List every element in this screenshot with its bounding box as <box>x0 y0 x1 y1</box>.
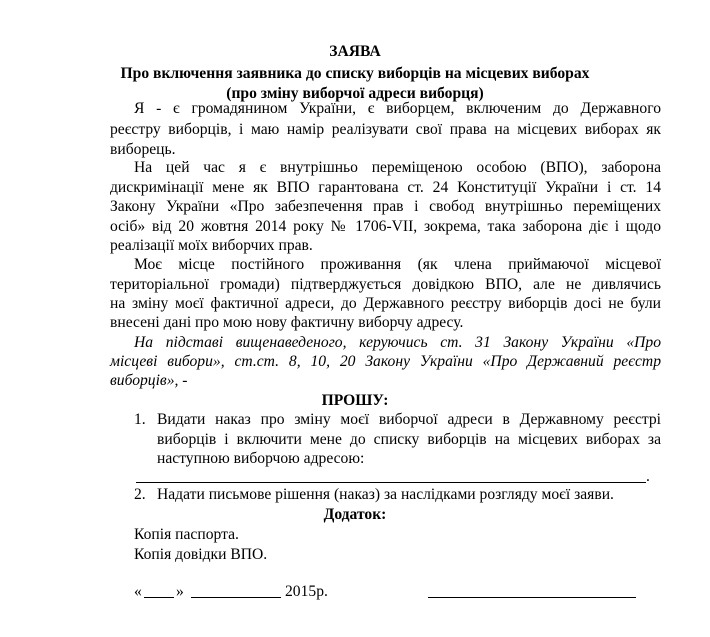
attachment-idp-certificate: Копія довідки ВПО. <box>134 546 268 563</box>
document-subtitle-line-1: Про включення заявника до списку виборців на місцевих виборах <box>120 65 590 82</box>
paragraph-3-line-1: Моє місце постійного проживання (як члена приймаючої місцевої <box>134 256 661 273</box>
address-blank-line[interactable] <box>136 482 646 483</box>
date-open-quote: « <box>134 583 142 600</box>
document-subtitle-line-2: (про зміну виборчої адреси виборця) <box>226 85 484 102</box>
document-title: ЗАЯВА <box>329 43 381 60</box>
request-item-2-line-1: Надати письмове рішення (наказ) за наслідками розгляду моєї заяви. <box>157 486 614 503</box>
attachment-passport: Копія паспорта. <box>134 526 239 543</box>
paragraph-1-line-3: виборець. <box>110 141 176 158</box>
address-blank-end: . <box>646 468 650 485</box>
paragraph-3-line-2: територіальної громади) підтверджується довідкою ВПО, але не дивлячись <box>110 276 661 293</box>
paragraph-3-line-3: на зміну моєї фактичної адреси, до Державного реєстру виборців досі не були <box>110 295 661 312</box>
paragraph-2-line-3: Закону України «Про забезпечення прав і свобод внутрішньо переміщених <box>110 198 661 215</box>
basis-line-3: виборців», - <box>110 372 188 389</box>
request-item-2-number: 2. <box>134 486 146 503</box>
request-item-1-number: 1. <box>134 411 146 428</box>
attachments-heading: Додаток: <box>323 506 387 523</box>
basis-line-1: На підставі вищенаведеного, керуючись ст. 31 Закону України «Про <box>134 334 661 351</box>
request-item-1-line-2: виборців і включити мене до списку виборців на місцевих виборах за <box>157 431 661 448</box>
paragraph-1-line-1: Я - є громадянином України, є виборцем, включеним до Державного <box>134 100 661 117</box>
paragraph-2-line-2: дискримінації мене як ВПО гарантована ст. 24 Конституції України і ст. 14 <box>110 179 661 196</box>
paragraph-2-line-1: На цей час я є внутрішньо переміщеною особою (ВПО), заборона <box>134 159 661 176</box>
paragraph-2-line-5: реалізації моїх виборчих прав. <box>110 237 313 254</box>
signature-blank[interactable] <box>428 597 636 598</box>
date-close-quote: » <box>176 583 184 600</box>
request-item-1-line-3: наступною виборчою адресою: <box>157 450 365 467</box>
date-year: 2015р. <box>285 583 328 600</box>
date-day-blank[interactable] <box>144 597 174 598</box>
request-heading: ПРОШУ: <box>321 392 389 409</box>
paragraph-3-line-4: внесені дані про мою нову фактичну виборчу адресу. <box>110 314 464 331</box>
paragraph-2-line-4: осіб» від 20 жовтня 2014 року № 1706-VII, зокрема, така заборона діє і щодо <box>110 218 661 235</box>
request-item-1-line-1: Видати наказ про зміну моєї виборчої адреси в Державному реєстрі <box>157 411 661 428</box>
date-month-blank[interactable] <box>191 597 281 598</box>
basis-line-2: місцеві вибори», ст.ст. 8, 10, 20 Закону України «Про Державний реєстр <box>110 353 661 370</box>
paragraph-1-line-2: реєстру виборців, і маю намір реалізувати свої права на місцевих виборах як <box>110 121 661 138</box>
